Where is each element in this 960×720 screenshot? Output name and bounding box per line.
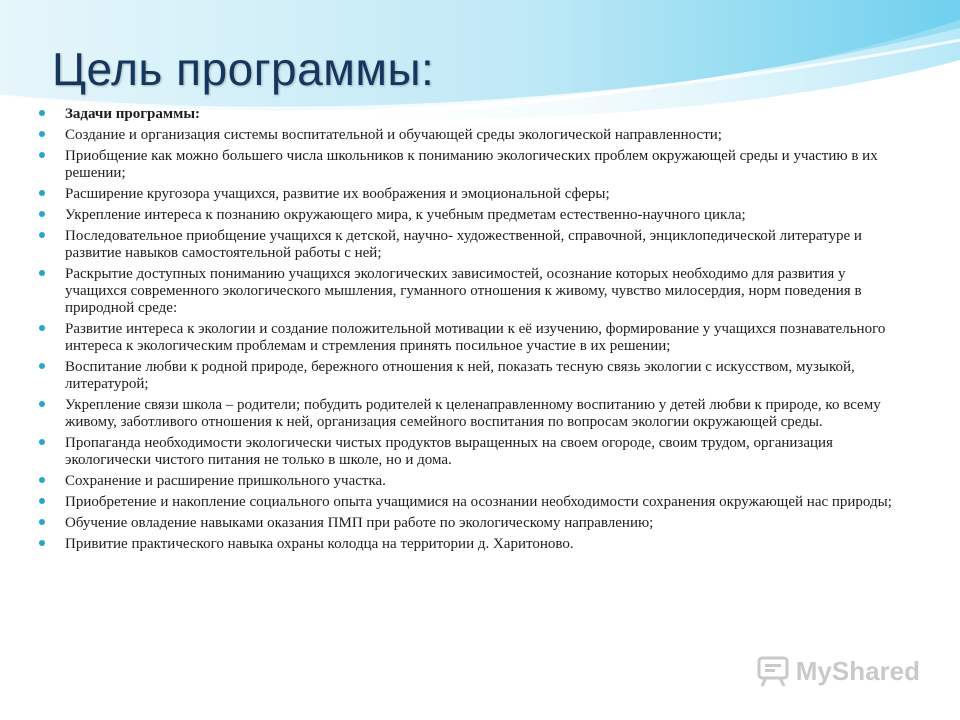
list-item-text: Воспитание любви к родной природе, бережного отношения к ней, показать тесную связь экологии с искусством, музыкой, литературой;	[65, 359, 855, 392]
list-item-text: Пропаганда необходимости экологически чистых продуктов выращенных на своем огороде, своим трудом, организация экологически чистого питания не только в школе, но и дома.	[65, 435, 833, 468]
bullet-dot	[39, 270, 45, 276]
list-item-text: Раскрытие доступных пониманию учащихся экологических зависимостей, осознание которых необходимо для развития у учащихся современного экологического мышления, гуманного отношения к живому, чувство милосердия, норм поведения в природной среде:	[65, 266, 862, 316]
list-item	[38, 494, 910, 511]
bullet-dot	[39, 131, 45, 137]
bullet-dot	[39, 498, 45, 504]
watermark-text: MyShared	[795, 655, 920, 686]
list-item-text: Приобщение как можно большего числа школьников к пониманию экологических проблем окружающей среды и участию в их решении;	[65, 148, 878, 181]
list-item	[38, 266, 910, 317]
bullet-dot	[39, 232, 45, 238]
list-item-text: Расширение кругозора учащихся, развитие их воображения и эмоциональной сферы;	[65, 186, 610, 202]
list-item	[38, 228, 910, 262]
list-item-text: Сохранение и расширение пришкольного участка.	[65, 473, 386, 489]
list-item	[38, 148, 910, 182]
list-item	[38, 207, 910, 224]
list-item-text: Укрепление интереса к познанию окружающего мира, к учебным предметам естественно-научного цикла;	[65, 207, 746, 223]
presentation-board-icon	[756, 654, 790, 688]
myshared-watermark	[756, 654, 920, 688]
bullet-dot	[39, 519, 45, 525]
list-item	[38, 127, 910, 144]
task-list	[38, 106, 910, 557]
list-item	[38, 359, 910, 393]
bullet-dot	[39, 110, 45, 116]
list-item	[38, 186, 910, 203]
bullet-dot	[39, 477, 45, 483]
list-item	[38, 435, 910, 469]
list-item-text: Задачи программы:	[65, 106, 201, 122]
list-item	[38, 397, 910, 431]
list-item	[38, 536, 910, 553]
list-item-text: Укрепление связи школа – родители; побудить родителей к целенаправленному воспитанию у детей любви к природе, ко всему живому, заботливого отношения к ней, организация семейного воспитания по вопросам экологии окружающей среды.	[65, 397, 881, 430]
list-item	[38, 515, 910, 532]
list-item-text: Привитие практического навыка охраны колодца на территории д. Харитоново.	[65, 536, 574, 552]
list-item-text: Развитие интереса к экологии и создание положительной мотивации к её изучению, формирование у учащихся познавательного интереса к экологическим проблемам и стремления принять посильное участие в их решении;	[65, 321, 886, 354]
bullet-dot	[39, 401, 45, 407]
list-item-text: Приобретение и накопление социального опыта учащимися на осознании необходимости сохранения окружающей нас природы;	[65, 494, 892, 510]
bullet-dot	[39, 540, 45, 546]
bullet-dot	[39, 325, 45, 331]
bullet-dot	[39, 190, 45, 196]
list-item	[38, 106, 910, 123]
list-item-text: Создание и организация системы воспитательной и обучающей среды экологической направленности;	[65, 127, 722, 143]
bullet-dot	[39, 152, 45, 158]
slide-title: Цель программы:	[52, 43, 435, 95]
list-item	[38, 473, 910, 490]
list-item	[38, 321, 910, 355]
bullet-dot	[39, 363, 45, 369]
list-item-text: Последовательное приобщение учащихся к детской, научно- художественной, справочной, энциклопедической литературе и развитие навыков самостоятельной работы с ней;	[65, 228, 862, 261]
bullet-dot	[39, 439, 45, 445]
list-item-text: Обучение овладение навыками оказания ПМП при работе по экологическому направлению;	[65, 515, 654, 531]
bullet-dot	[39, 211, 45, 217]
